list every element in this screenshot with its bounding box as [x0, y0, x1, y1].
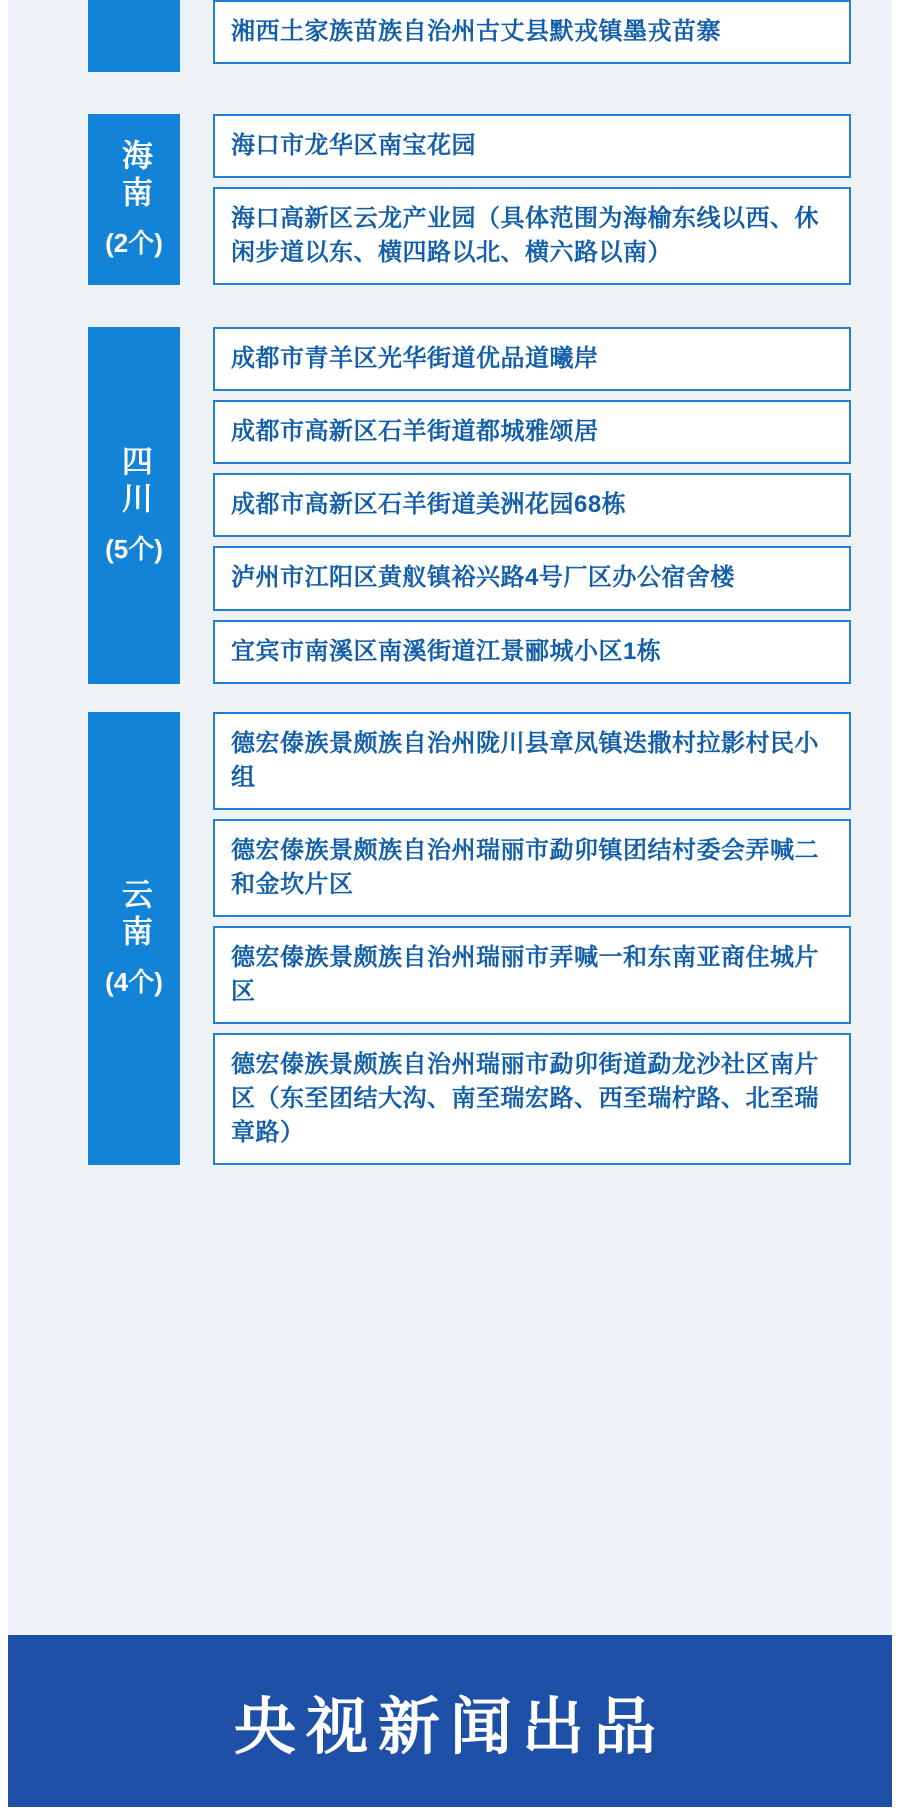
province-group-yunnan [8, 712, 892, 1166]
province-count: (2个) [105, 228, 163, 259]
province-label-bar-hainan [88, 114, 180, 285]
list-item: 德宏傣族景颇族自治州瑞丽市勐卯镇团结村委会弄喊二和金坎片区 [213, 819, 851, 917]
province-label-bar-yunnan [88, 712, 180, 1166]
list-item: 海口市龙华区南宝花园 [213, 114, 851, 178]
location-rows [213, 0, 851, 72]
province-label-bar-sichuan [88, 327, 180, 683]
list-item: 湘西土家族苗族自治州古丈县默戎镇墨戎苗寨 [213, 0, 851, 64]
province-count: (5个) [105, 533, 163, 564]
province-name: 云南 [116, 877, 152, 952]
list-item: 宜宾市南溪区南溪街道江景郦城小区1栋 [213, 620, 851, 684]
province-name: 海南 [116, 139, 152, 214]
location-rows [213, 114, 851, 285]
list-item: 海口高新区云龙产业园（具体范围为海榆东线以西、休闲步道以东、横四路以北、横六路以南） [213, 187, 851, 285]
province-label-bar [88, 0, 180, 72]
province-count: (4个) [105, 966, 163, 997]
location-rows [213, 712, 851, 1166]
right-margin [892, 0, 900, 1815]
left-margin [0, 0, 8, 1815]
list-item: 成都市高新区石羊街道美洲花园68栋 [213, 473, 851, 537]
list-item: 德宏傣族景颇族自治州瑞丽市勐卯街道勐龙沙社区南片区（东至团结大沟、南至瑞宏路、西至瑞柠路、北至瑞章路） [213, 1033, 851, 1165]
province-group-hainan [8, 114, 892, 285]
list-item: 成都市青羊区光华街道优品道曦岸 [213, 327, 851, 391]
list-item: 成都市高新区石羊街道都城雅颂居 [213, 400, 851, 464]
location-rows [213, 327, 851, 683]
footer-banner [8, 1635, 892, 1807]
list-item: 德宏傣族景颇族自治州瑞丽市弄喊一和东南亚商住城片区 [213, 926, 851, 1024]
province-group-sichuan [8, 327, 892, 683]
province-name: 四川 [116, 444, 152, 519]
groups-container [8, 0, 892, 1193]
bottom-margin [0, 1807, 900, 1815]
province-group [8, 0, 892, 72]
list-item: 德宏傣族景颇族自治州陇川县章凤镇迭撒村拉影村民小组 [213, 712, 851, 810]
footer-brand: 央视新闻出品 [233, 1692, 666, 1762]
list-item: 泸州市江阳区黄舣镇裕兴路4号厂区办公宿舍楼 [213, 546, 851, 610]
